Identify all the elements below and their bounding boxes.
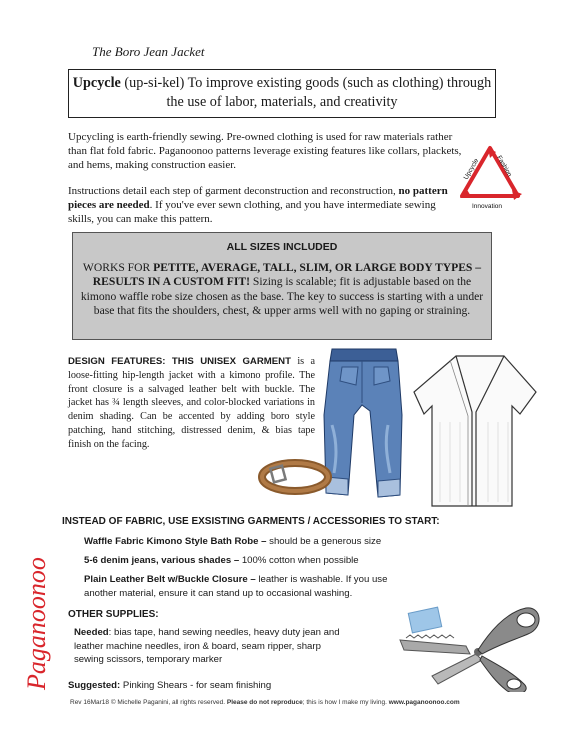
needed-text: : bias tape, hand sewing needles, heavy duty jean and leather machine needles, iron & board, seam ripper, sharp sewing scissors, temporary marker xyxy=(74,627,340,666)
sizes-body xyxy=(79,261,485,318)
intro-p2-end: . If you've ever sewn clothing, and you have intermediate sewing skills, you can make this pattern. xyxy=(68,199,436,225)
suggested-supplies xyxy=(68,680,271,691)
footer-rev: Rev 16Mar18 © Michelle Paganini, all rights reserved. xyxy=(70,699,227,706)
garment-item-belt xyxy=(84,573,414,600)
garment-item-text: should be a generous size xyxy=(266,536,382,547)
design-bold: DESIGN FEATURES: THIS UNISEX GARMENT xyxy=(68,356,291,367)
brand-logo: Paganoonoo xyxy=(22,557,51,690)
footer-copyright xyxy=(70,699,460,706)
design-features-paragraph xyxy=(68,355,315,452)
definition-box xyxy=(68,69,496,118)
footer-url: www.paganoonoo.com xyxy=(388,699,460,706)
garment-item-bold: Plain Leather Belt w/Buckle Closure – xyxy=(84,574,256,585)
sizes-heading: ALL SIZES INCLUDED xyxy=(226,241,338,253)
other-supplies-heading: OTHER SUPPLIES: xyxy=(68,609,159,620)
garment-item-bold: 5-6 denim jeans, various shades – xyxy=(84,555,240,566)
intro-paragraph-2 xyxy=(68,184,463,226)
intro-p2-bold: no pattern pieces are needed xyxy=(68,185,448,211)
page-title: The Boro Jean Jacket xyxy=(92,44,205,59)
kimono-robe-image xyxy=(410,352,538,512)
suggested-text: Pinking Shears - for seam finishing xyxy=(120,680,272,691)
garment-item-jeans xyxy=(84,554,404,568)
logo-innovation-label: Innovation xyxy=(472,203,502,210)
suggested-label: Suggested: xyxy=(68,680,121,691)
logo-upcycle-label: Upcycle xyxy=(462,157,481,181)
intro-paragraph-1: Upcycling is earth-friendly sewing. Pre-owned clothing is used for raw materials rather than flat fold fabric. Paganoonoo patterns leverage existing features like collars, plackets, and hems, making construction easier. xyxy=(68,131,462,171)
design-text: is a loose-fitting hip-length jacket with a kimono profile. The front closure is a salvaged leather belt with buckle. The jacket has ¾ length sleeves, and color-blocked variations in denim shading. Can be accented by adding boro style patching, hand stitching, distressed denim, & bias tape finish on the facing. xyxy=(68,356,315,450)
garment-item-robe xyxy=(84,535,404,549)
garment-item-text: leather is washable. If you use another material, ensure it can stand up to occasional washing. xyxy=(84,574,388,599)
sizes-box xyxy=(72,232,492,340)
needed-supplies xyxy=(74,626,344,667)
garment-item-bold: Waffle Fabric Kimono Style Bath Robe – xyxy=(84,536,267,547)
definition-text: To improve existing goods (such as clothing) through the use of labor, materials, and creativity xyxy=(166,75,492,110)
garments-heading: INSTEAD OF FABRIC, USE EXSISTING GARMENTS / ACCESSORIES TO START: xyxy=(62,516,440,527)
sizes-text: Sizing is scalable; fit is adjustable based on the kimono waffle robe size chosen as the base. The key to success is starting with a under base that fits the shoulders, chest, & upper arms well with no gaping or straining. xyxy=(80,275,484,317)
logo-fashion-label: Fashion xyxy=(495,154,513,179)
upcycle-logo-icon xyxy=(452,140,528,216)
leather-belt-image xyxy=(258,455,332,499)
footer-bold: Please do not reproduce xyxy=(226,699,303,706)
pinking-shears-image xyxy=(396,588,546,692)
sizes-works-for: WORKS FOR xyxy=(82,261,154,275)
sizes-bold: PETITE, AVERAGE, TALL, SLIM, OR LARGE BODY TYPES – RESULTS IN A CUSTOM FIT! xyxy=(92,261,482,289)
definition-term: Upcycle xyxy=(72,75,121,91)
footer-rest: ; this is how I make my living. xyxy=(302,699,389,706)
intro-p2-start: Instructions detail each step of garment deconstruction and reconstruction, xyxy=(68,185,399,197)
definition-pronunciation: (up-si-kel) xyxy=(124,75,185,91)
garment-item-text: 100% cotton when possible xyxy=(239,555,359,566)
needed-label: Needed xyxy=(74,627,109,638)
